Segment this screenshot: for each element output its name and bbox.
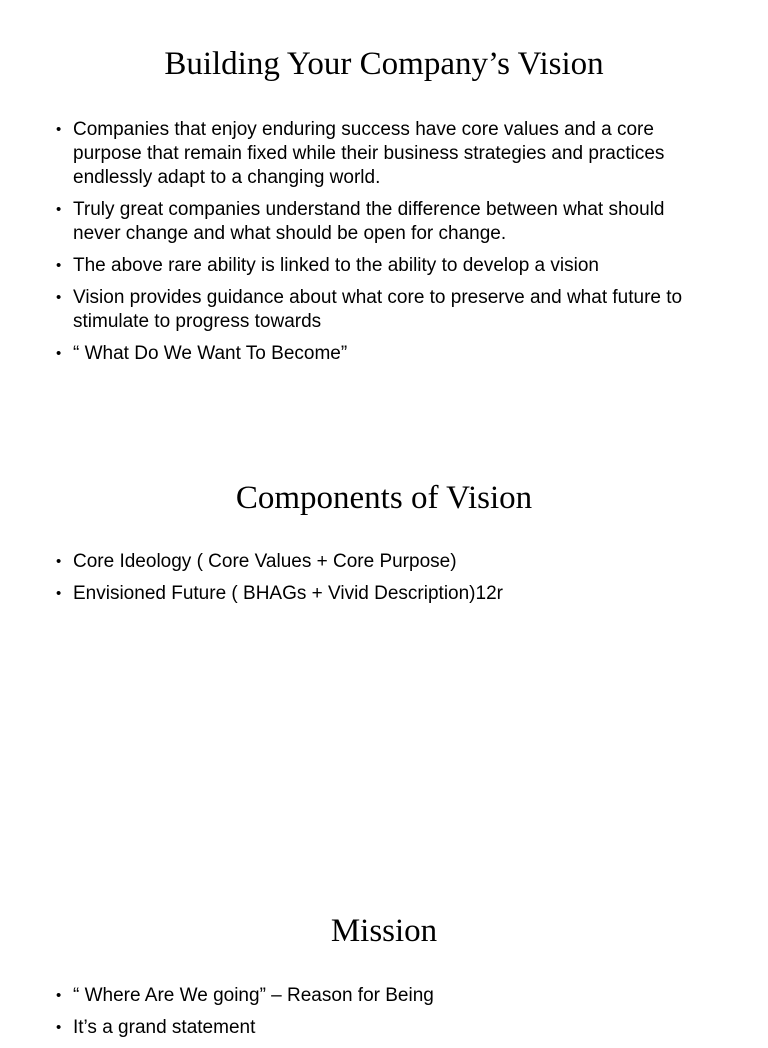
bullet-icon: • bbox=[56, 201, 62, 218]
bullet-item bbox=[56, 984, 706, 1008]
bullet-item bbox=[56, 1016, 706, 1040]
slide-title: Components of Vision bbox=[235, 480, 533, 516]
bullet-list bbox=[56, 550, 706, 614]
bullet-icon: • bbox=[56, 585, 62, 602]
bullet-text: Core Ideology ( Core Values + Core Purpose) bbox=[73, 551, 457, 572]
slide-title: Building Your Company’s Vision bbox=[164, 46, 604, 82]
bullet-item bbox=[56, 118, 706, 190]
bullet-list bbox=[56, 118, 706, 374]
bullet-text: “ What Do We Want To Become” bbox=[73, 343, 348, 364]
bullet-icon: • bbox=[56, 345, 62, 362]
bullet-item bbox=[56, 254, 706, 278]
bullet-icon: • bbox=[56, 1019, 62, 1036]
bullet-text: “ Where Are We going” – Reason for Being bbox=[73, 985, 434, 1006]
bullet-item bbox=[56, 550, 706, 574]
bullet-text: Companies that enjoy enduring success have core values and a core purpose that remain fixed while their business strategies and practices endlessly adapt to a changing world. bbox=[73, 119, 665, 188]
bullet-item bbox=[56, 582, 706, 606]
bullet-icon: • bbox=[56, 553, 62, 570]
slide-components-of-vision bbox=[0, 432, 768, 864]
slide-mission bbox=[0, 864, 768, 1038]
bullet-icon: • bbox=[56, 257, 62, 274]
bullet-list bbox=[56, 984, 706, 1048]
bullet-text: Vision provides guidance about what core to preserve and what future to stimulate to progress towards bbox=[73, 287, 683, 332]
bullet-icon: • bbox=[56, 289, 62, 306]
slide-building-vision bbox=[0, 0, 768, 432]
bullet-icon: • bbox=[56, 987, 62, 1004]
bullet-text: Truly great companies understand the difference between what should never change and what should be open for change. bbox=[73, 199, 665, 244]
bullet-text: Envisioned Future ( BHAGs + Vivid Description)12r bbox=[73, 583, 503, 604]
slide-title: Mission bbox=[330, 913, 438, 949]
bullet-item bbox=[56, 198, 706, 246]
bullet-item bbox=[56, 342, 706, 366]
bullet-icon: • bbox=[56, 121, 62, 138]
bullet-text: It’s a grand statement bbox=[73, 1017, 256, 1038]
bullet-item bbox=[56, 286, 706, 334]
bullet-text: The above rare ability is linked to the ability to develop a vision bbox=[73, 255, 599, 276]
